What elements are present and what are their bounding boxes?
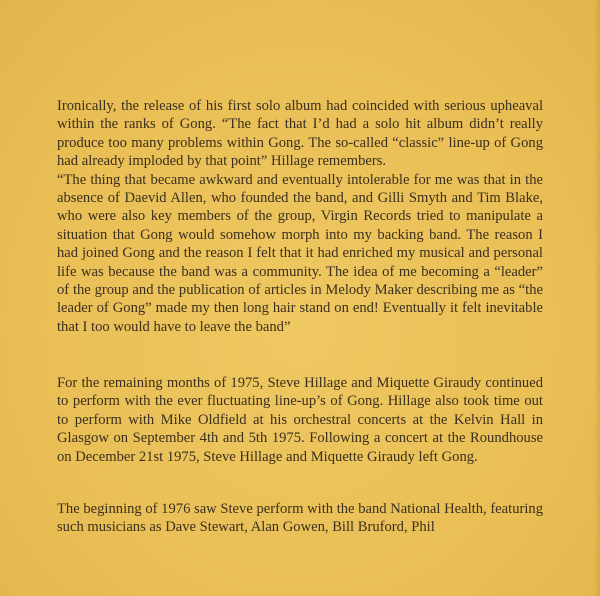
text-block-middle bbox=[57, 374, 543, 466]
text-block-lower bbox=[57, 500, 543, 537]
paragraph-solo-album: Ironically, the release of his first solo album had coincided with serious upheaval within the ranks of Gong. “The fact that I’d had a solo hit album didn’t really produce too many problems within Gong. The so-called “classic” line-up of Gong had already imploded by that point” Hillage remembers. bbox=[57, 98, 543, 170]
paragraph-1975: For the remaining months of 1975, Steve Hillage and Miquette Giraudy continued to perform with the ever fluctuating line-up’s of Gong. Hillage also took time out to perform with Mike Oldfield at his orchestral concerts at the Kelvin Hall in Glasgow on September 4th and 5th 1975. Following a concert at the Roundhouse on December 21st 1975, Steve Hillage and Miquette Giraudy left Gong. bbox=[57, 375, 543, 465]
paragraph-quote-hillage: “The thing that became awkward and eventually intolerable for me was that in the absence of Daevid Allen, who founded the band, and Gilli Smyth and Tim Blake, who were also key members of the group, Virgin Records tried to manipulate a situation that Gong would somehow morph into my backing band. The reason I had joined Gong and the reason I felt that it had enriched my musical and personal life was because the band was a community. The idea of me becoming a “leader” of the group and the publication of articles in Melody Maker describing me as “the leader of Gong” made my then long hair stand on end! Eventually it felt inevitable that I too would have to leave the band” bbox=[57, 171, 543, 335]
page-edge-shadow bbox=[594, 0, 600, 596]
text-block-upper bbox=[57, 97, 543, 336]
paragraph-1976: The beginning of 1976 saw Steve perform with the band National Health, featuring such musicians as Dave Stewart, Alan Gowen, Bill Bruford, Phil bbox=[57, 501, 543, 536]
